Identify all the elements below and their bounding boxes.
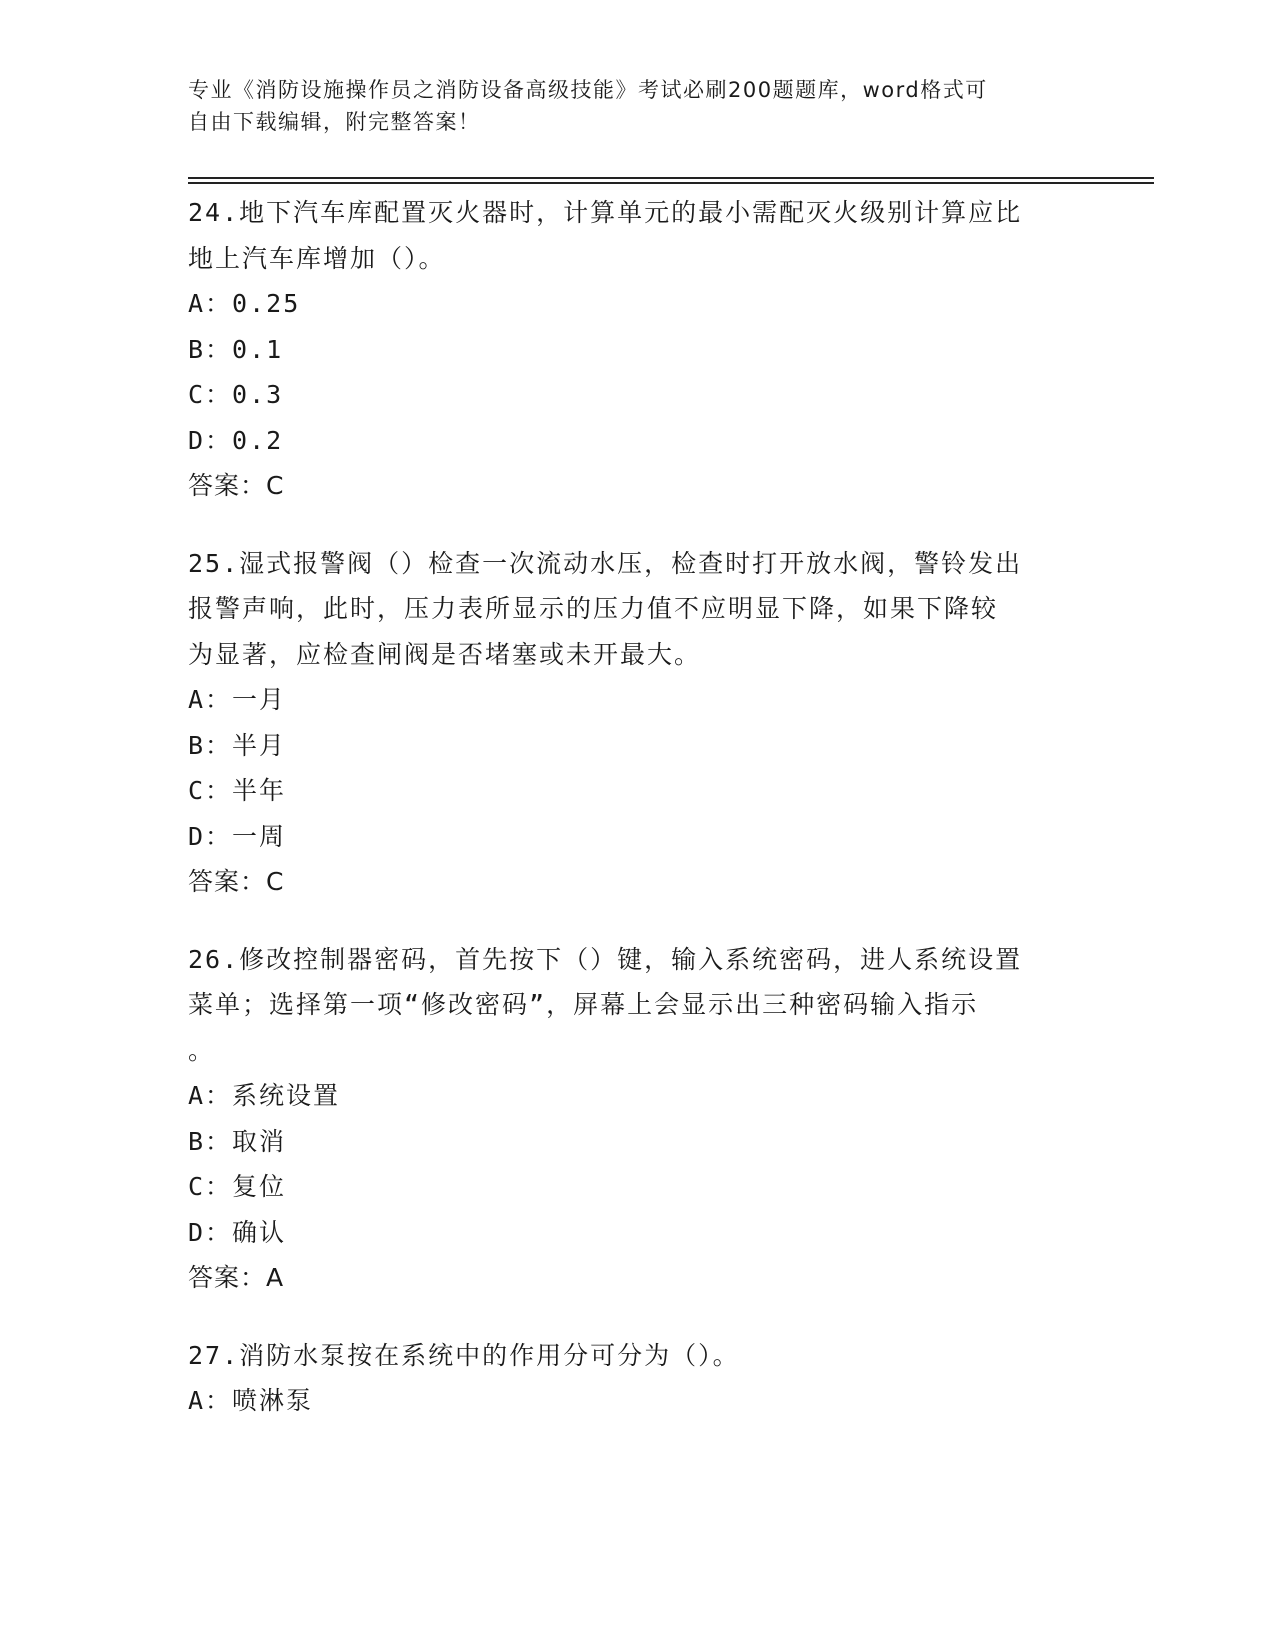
option-a: A：0.25 — [188, 289, 301, 318]
option-d: D：0.2 — [188, 425, 284, 455]
option-d: D：确认 — [188, 1217, 287, 1247]
header-divider-bottom — [188, 182, 1154, 184]
question-text-line: 地上汽车库增加（）。 — [188, 243, 446, 273]
question-text-line: 27.消防水泵按在系统中的作用分可分为（）。 — [188, 1340, 740, 1370]
header-line-1: 专业《消防设施操作员之消防设备高级技能》考试必刷200题题库，word格式可 — [188, 78, 988, 102]
option-c: C：半年 — [188, 776, 287, 805]
header-line-2: 自由下载编辑，附完整答案！ — [188, 110, 481, 134]
question-text-line: 25.湿式报警阀（）检查一次流动水压，检查时打开放水阀，警铃发出 — [188, 548, 1023, 578]
answer-line: 答案：C — [188, 471, 285, 500]
question-text-line: 。 — [188, 1035, 216, 1065]
document-header — [188, 74, 1088, 138]
option-a: A：系统设置 — [188, 1081, 341, 1110]
header-divider-top — [188, 177, 1154, 179]
question-text-line: 报警声响，此时，压力表所显示的压力值不应明显下降，如果下降较 — [188, 594, 999, 623]
question-25 — [188, 541, 1108, 905]
option-a: A：喷淋泵 — [188, 1386, 314, 1415]
option-c: C：复位 — [188, 1172, 287, 1201]
question-text-line: 菜单；选择第一项“修改密码”，屏幕上会显示出三种密码输入指示 — [188, 990, 979, 1019]
answer-line: 答案：C — [188, 867, 285, 896]
option-b: B：取消 — [188, 1126, 287, 1156]
answer-line: 答案：A — [188, 1263, 285, 1292]
question-text-line: 24.地下汽车库配置灭火器时，计算单元的最小需配灭火级别计算应比 — [188, 198, 1023, 227]
option-b: B：半月 — [188, 730, 287, 760]
question-27 — [188, 1333, 1108, 1424]
question-text-line: 为显著，应检查闸阀是否堵塞或未开最大。 — [188, 639, 702, 669]
question-24 — [188, 190, 1108, 509]
option-c: C：0.3 — [188, 380, 284, 409]
option-d: D：一周 — [188, 821, 287, 851]
question-text-line: 26.修改控制器密码，首先按下（）键，输入系统密码，进人系统设置 — [188, 944, 1023, 974]
question-26 — [188, 937, 1108, 1301]
option-a: A：一月 — [188, 685, 287, 714]
option-b: B：0.1 — [188, 334, 284, 364]
question-list — [188, 190, 1108, 1456]
